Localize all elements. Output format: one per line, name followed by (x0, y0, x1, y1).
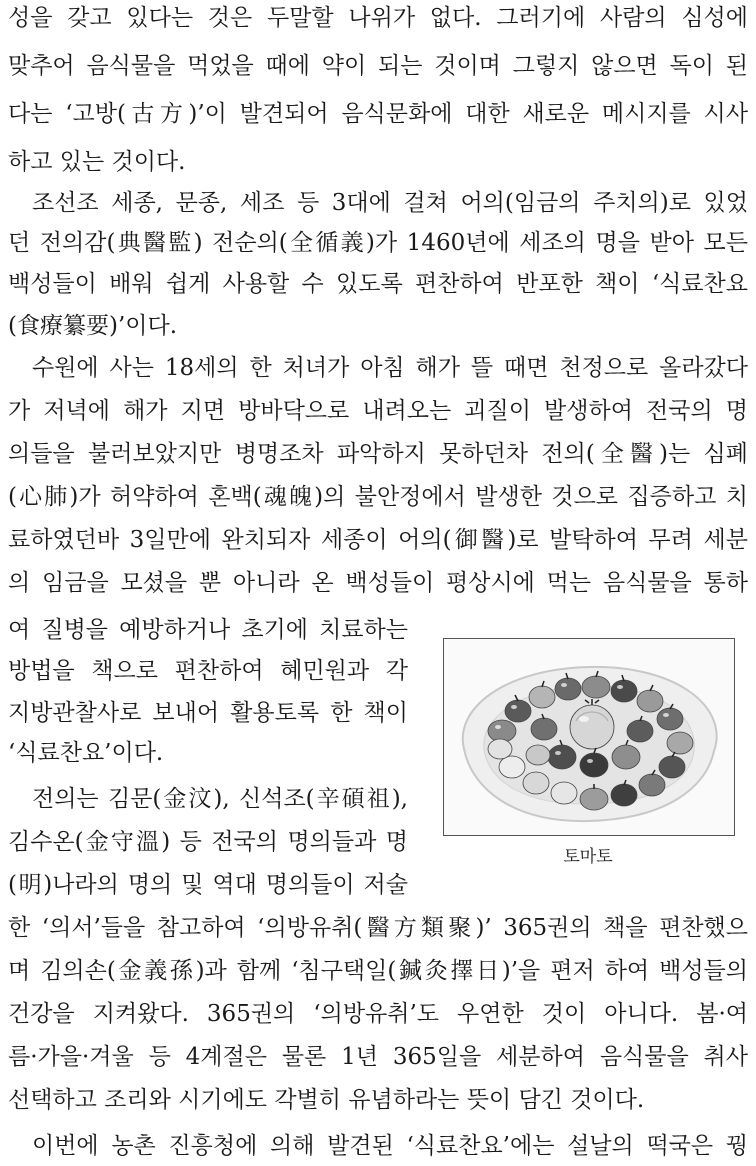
text-line: 며 김의손(金義孫)과 함께 ‘침구택일(鍼灸擇日)’을 편저 하여 백성들의 (8, 958, 748, 984)
text-line: 전의는 김문(金汶), 신석조(辛碩祖), (32, 786, 408, 812)
text-line: 선택하고 조리와 시기에도 각별히 유념하라는 뜻이 담긴 것이다. (8, 1087, 645, 1113)
text-line: 성을 갖고 있다는 것은 두말할 나위가 없다. 그러기에 사람의 심성에 (8, 5, 748, 31)
text-line: 던 전의감(典醫監) 전순의(全循義)가 1460년에 세조의 명을 받아 모든 (8, 230, 748, 256)
text-line: 하고 있는 것이다. (8, 149, 186, 175)
text-line: 건강을 지켜왔다. 365권의 ‘의방유취’도 우연한 것이 아니다. 봄·여 (8, 1001, 748, 1027)
text-line: 름·가을·겨울 등 4계절은 물론 1년 365일을 세분하여 음식물을 취사 (8, 1044, 748, 1070)
text-line: (明)나라의 명의 및 역대 명의들이 저술 (8, 872, 408, 898)
text-line: 조선조 세종, 문종, 세조 등 3대에 걸쳐 어의(임금의 주치의)로 있었 (32, 190, 748, 216)
text-line: (心肺)가 허약하여 혼백(魂魄)의 불안정에서 발생한 것으로 집증하고 치 (8, 484, 748, 510)
text-line: 수원에 사는 18세의 한 처녀가 아침 해가 뜰 때면 천정으로 올라갔다 (32, 355, 748, 381)
text-line: 료하였던바 3일만에 완치되자 세종이 어의(御醫)로 발탁하여 무려 세분 (8, 527, 748, 553)
figure-caption: 토마토 (563, 847, 613, 867)
text-line: 의 임금을 모셨을 뿐 아니라 온 백성들이 평상시에 먹는 음식물을 통하 (8, 570, 748, 596)
text-line: 의들을 불러보았지만 병명조차 파악하지 못하던차 전의(全醫)는 심폐 (8, 441, 748, 467)
text-line: (食療纂要)’이다. (8, 313, 178, 339)
text-line: 김수온(金守溫) 등 전국의 명의들과 명 (8, 829, 408, 855)
tomato-photo (443, 638, 735, 836)
tomato-illustration (444, 639, 734, 835)
text-line: 다는 ‘고방(古方)’이 발견되어 음식문화에 대한 새로운 메시지를 시사 (8, 101, 748, 127)
text-line: 한 ‘의서’들을 참고하여 ‘의방유취(醫方類聚)’ 365권의 책을 편찬했으 (8, 915, 748, 941)
text-line: 맞추어 음식물을 먹었을 때에 약이 되는 것이며 그렇지 않으면 독이 된 (8, 53, 748, 79)
text-line: 이번에 농촌 진흥청에 의해 발견된 ‘식료찬요’에는 설날의 떡국은 꿩 (32, 1133, 748, 1159)
text-line: 지방관찰사로 보내어 활용토록 한 책이 (8, 700, 408, 726)
text-line: 방법을 책으로 편찬하여 혜민원과 각 (8, 658, 408, 684)
text-line: 여 질병을 예방하거나 초기에 치료하는 (8, 617, 408, 643)
text-line: 백성들이 배워 쉽게 사용할 수 있도록 편찬하여 반포한 책이 ‘식료찬요 (8, 271, 748, 297)
text-line: ‘식료찬요’이다. (8, 740, 164, 766)
text-line: 가 저녁에 해가 지면 방바닥으로 내려오는 괴질이 발생하여 전국의 명 (8, 398, 748, 424)
